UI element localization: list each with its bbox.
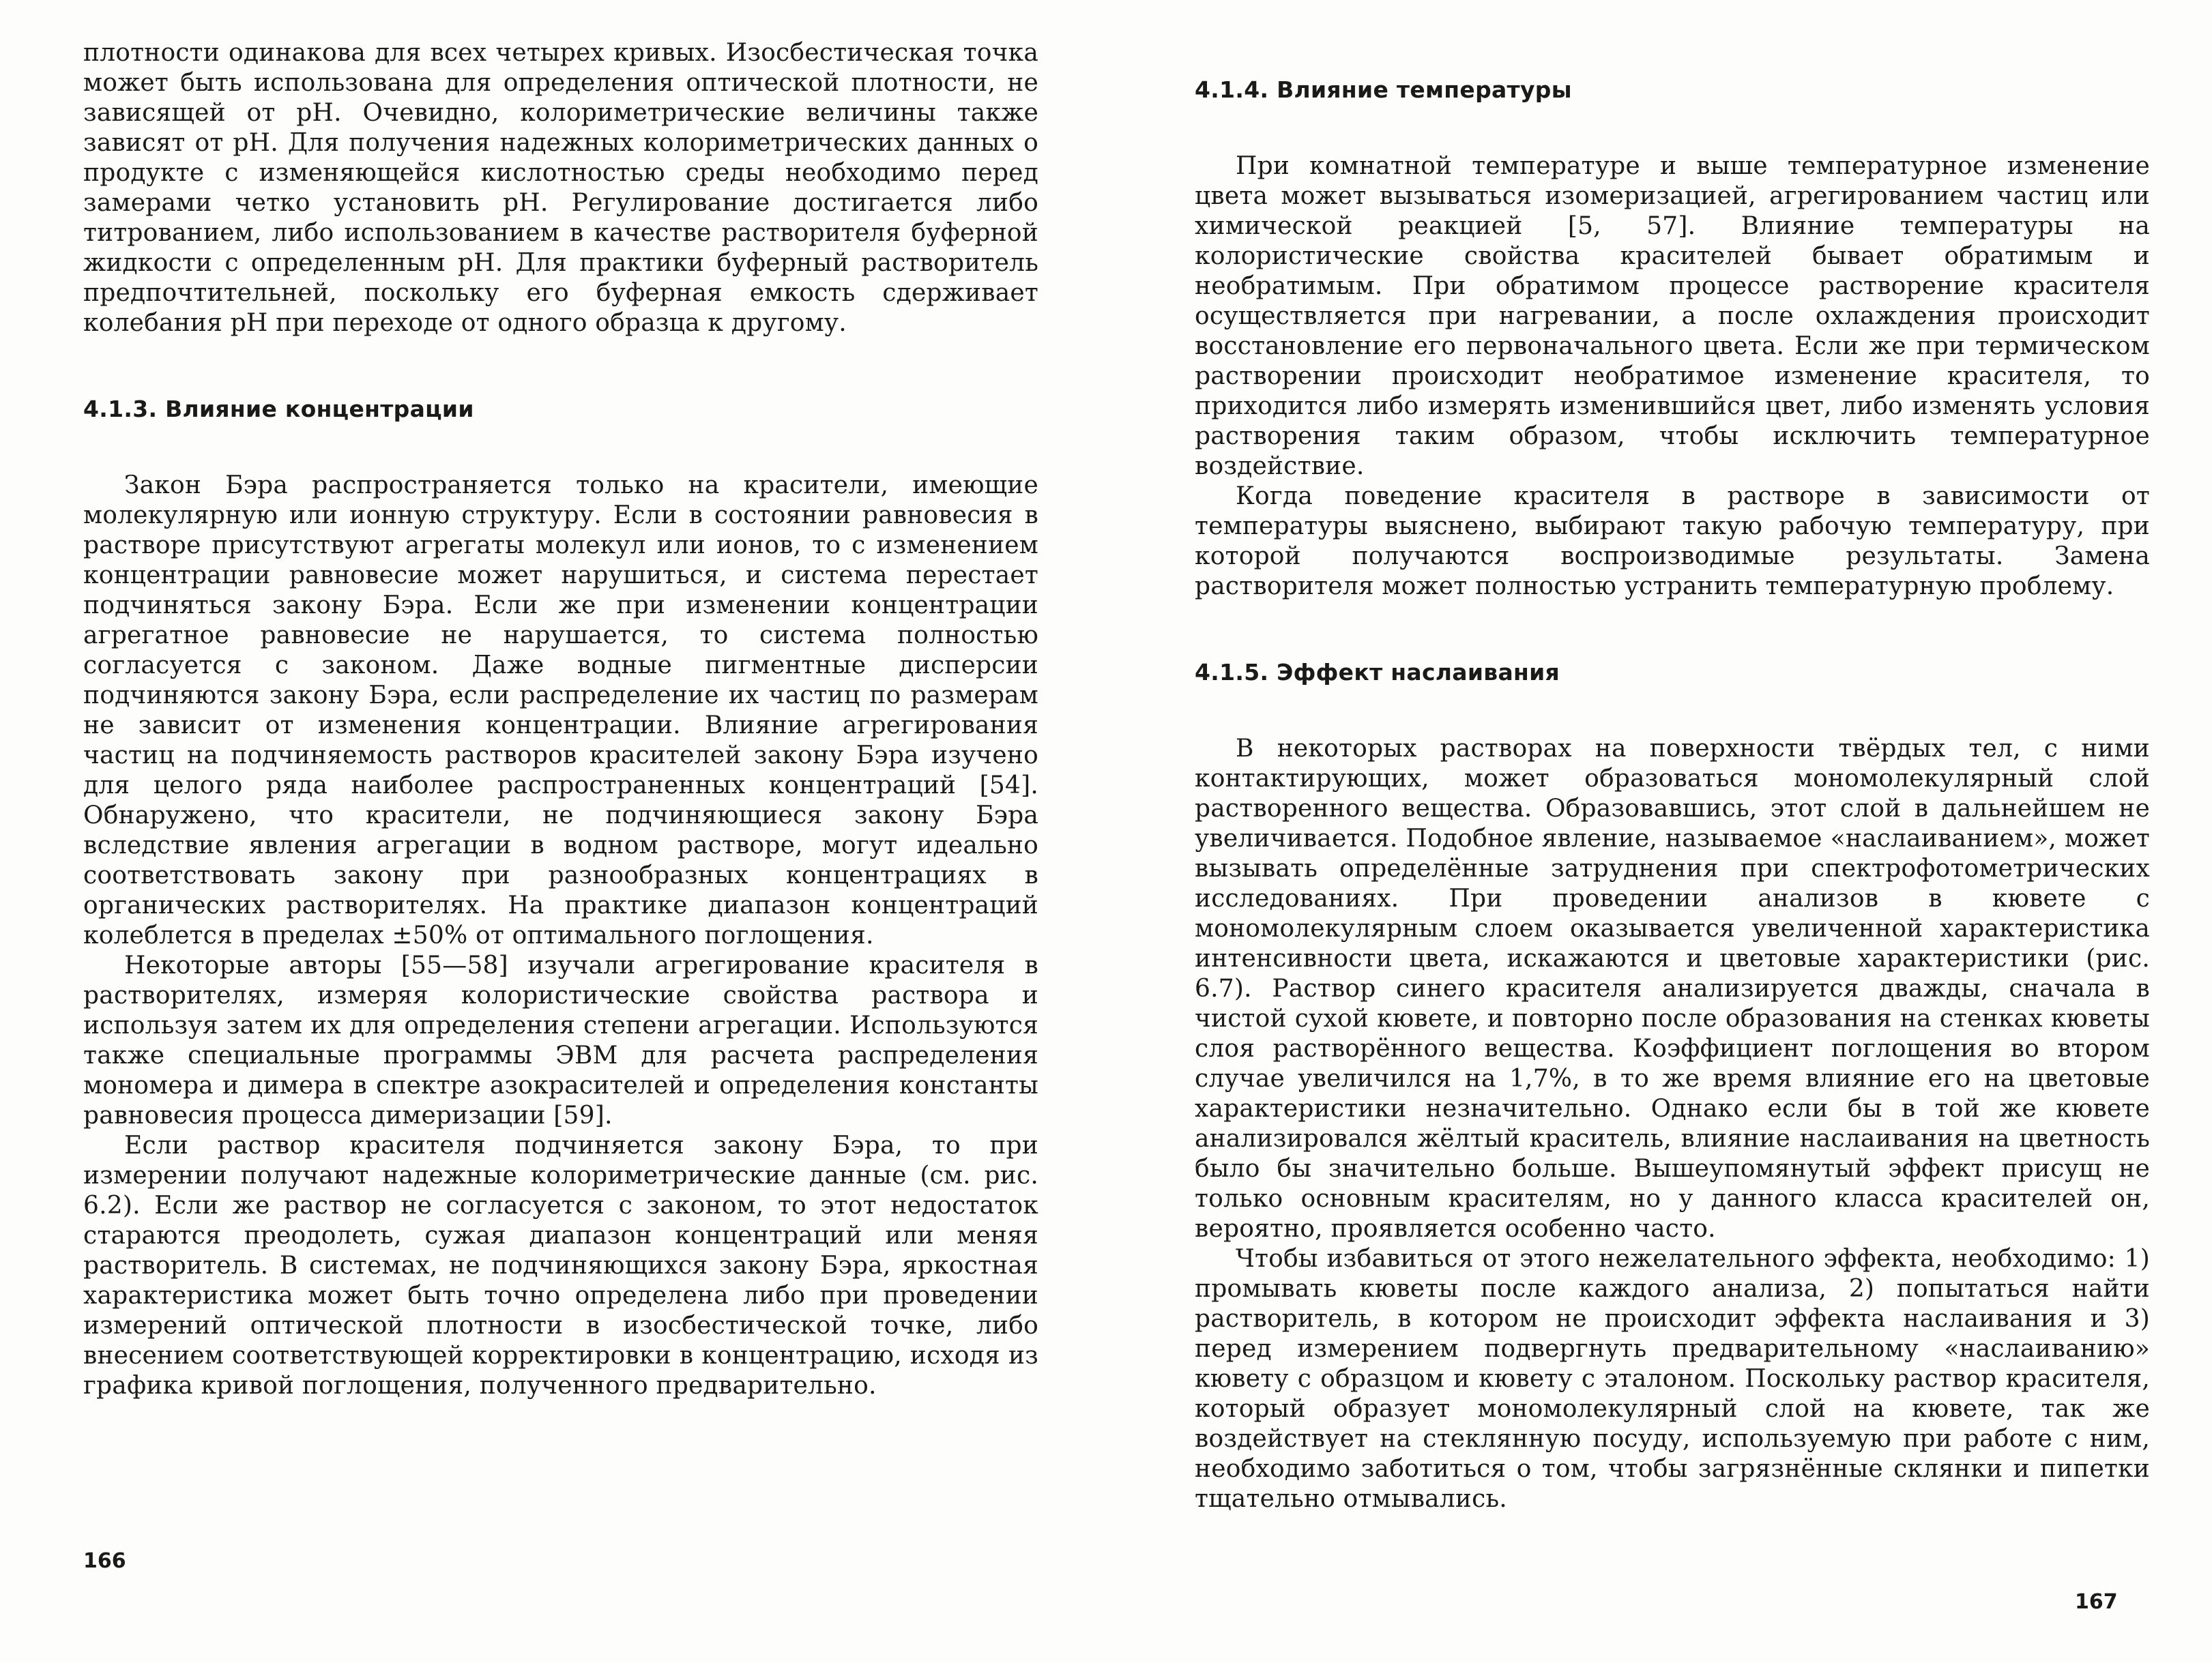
right-page xyxy=(1106,0,2212,1663)
paragraph: При комнатной температуре и выше температурное изменение цвета может вызываться изомеризацией, агрегированием частиц или химической реакцией [5, 57]. Влияние температуры на колористические свойства красителей бывает обратимым и необратимым. При обратимом процессе растворение красителя осуществляется при нагревании, а после охлаждения происходит восстановление его первоначального цвета. Если же при термическом растворении происходит необратимое изменение красителя, то приходится либо измерять изменившийся цвет, либо изменять условия растворения таким образом, чтобы исключить температурное воздействие. xyxy=(1195,152,2150,480)
paragraph: Некоторые авторы [55—58] изучали агрегирование красителя в растворителях, измеряя колористические свойства раствора и используя затем их для определения степени агрегации. Используются также специальные программы ЭВМ для расчета распределения мономера и димера в спектре азокрасителей и определения константы равновесия процесса димеризации [59]. xyxy=(83,952,1038,1130)
paragraph: Когда поведение красителя в растворе в зависимости от температуры выяснено, выбирают такую рабочую температуру, при которой получаются воспроизводимые результаты. Замена растворителя может полностью устранить температурную проблему. xyxy=(1195,482,2150,600)
continued-paragraph: плотности одинакова для всех четырех кривых. Изосбестическая точка может быть использована для определения оптической плотности, не зависящей от pH. Очевидно, колориметрические величины также зависят от pH. Для получения надежных колориметрических данных о продукте с изменяющейся кислотностью среды необходимо перед замерами четко установить pH. Регулирование достигается либо титрованием, либо использованием в качестве растворителя буферной жидкости с определенным pH. Для практики буферный растворитель предпочтительней, поскольку его буферная емкость сдерживает колебания pH при переходе от одного образца к другому. xyxy=(83,39,1038,337)
left-text-column xyxy=(83,38,1038,1401)
section-heading-layering-effect: 4.1.5. Эффект наслаивания xyxy=(1195,659,1560,686)
paragraph: Если раствор красителя подчиняется закону Бэра, то при измерении получают надежные колориметрические данные (см. рис. 6.2). Если же раствор не согласуется с законом, то этот недостаток стараются преодолеть, сужая диапазон концентраций или меняя растворитель. В системах, не подчиняющихся закону Бэра, яркостная характеристика может быть точно определена либо при проведении измерений оптической плотности в изосбестической точке, либо внесением соответствующей корректировки в концентрацию, исходя из графика кривой поглощения, полученного предварительно. xyxy=(83,1132,1038,1400)
page-number-right: 167 xyxy=(2075,1590,2118,1614)
section-heading-concentration: 4.1.3. Влияние концентрации xyxy=(83,396,474,422)
section-heading-temperature: 4.1.4. Влияние температуры xyxy=(1195,76,1572,103)
page-number-left: 166 xyxy=(83,1549,126,1573)
paragraph: В некоторых растворах на поверхности твёрдых тел, с ними контактирующих, может образоваться мономолекулярный слой растворенного вещества. Образовавшись, этот слой в дальнейшем не увеличивается. Подобное явление, называемое «наслаиванием», может вызывать определённые затруднения при спектрофотометрических исследованиях. При проведении анализов в кювете с мономолекулярным слоем оказывается увеличенной характеристика интенсивности цвета, искажаются и цветовые характеристики (рис. 6.7). Раствор синего красителя анализируется дважды, сначала в чистой сухой кювете, и повторно после образования на стенках кюветы слоя растворённого вещества. Коэффициент поглощения во втором случае увеличился на 1,7%, в то же время влияние его на цветовые характеристики незначительно. Однако если бы в той же кювете анализировался жёлтый краситель, влияние наслаивания на цветность было бы значительно больше. Вышеупомянутый эффект присущ не только основным красителям, но у данного класса красителей он, вероятно, проявляется особенно часто. xyxy=(1195,735,2150,1243)
right-text-column xyxy=(1195,76,2150,1514)
paragraph: Чтобы избавиться от этого нежелательного эффекта, необходимо: 1) промывать кюветы после каждого анализа, 2) попытаться найти растворитель, в котором не происходит эффекта наслаивания и 3) перед измерением подвергнуть предварительному «наслаиванию» кювету с образцом и кювету с эталоном. Поскольку раствор красителя, который образует мономолекулярный слой на кювете, так же воздействует на стеклянную посуду, используемую при работе с ним, необходимо заботиться о том, чтобы загрязнённые склянки и пипетки тщательно отмывались. xyxy=(1195,1245,2150,1513)
paragraph: Закон Бэра распространяется только на красители, имеющие молекулярную или ионную структуру. Если в состоянии равновесия в растворе присутствуют агрегаты молекул или ионов, то с изменением концентрации равновесие может нарушиться, и система перестает подчиняться закону Бэра. Если же при изменении концентрации агрегатное равновесие не нарушается, то система полностью согласуется с законом. Даже водные пигментные дисперсии подчиняются закону Бэра, если распределение их частиц по размерам не зависит от изменения концентрации. Влияние агрегирования частиц на подчиняемость растворов красителей закону Бэра изучено для целого ряда наиболее распространенных концентраций [54]. Обнаружено, что красители, не подчиняющиеся закону Бэра вследствие явления агрегации в водном растворе, могут идеально соответствовать закону при разнообразных концентрациях в органических растворителях. На практике диапазон концентраций колеблется в пределах ±50% от оптимального поглощения. xyxy=(83,471,1038,950)
